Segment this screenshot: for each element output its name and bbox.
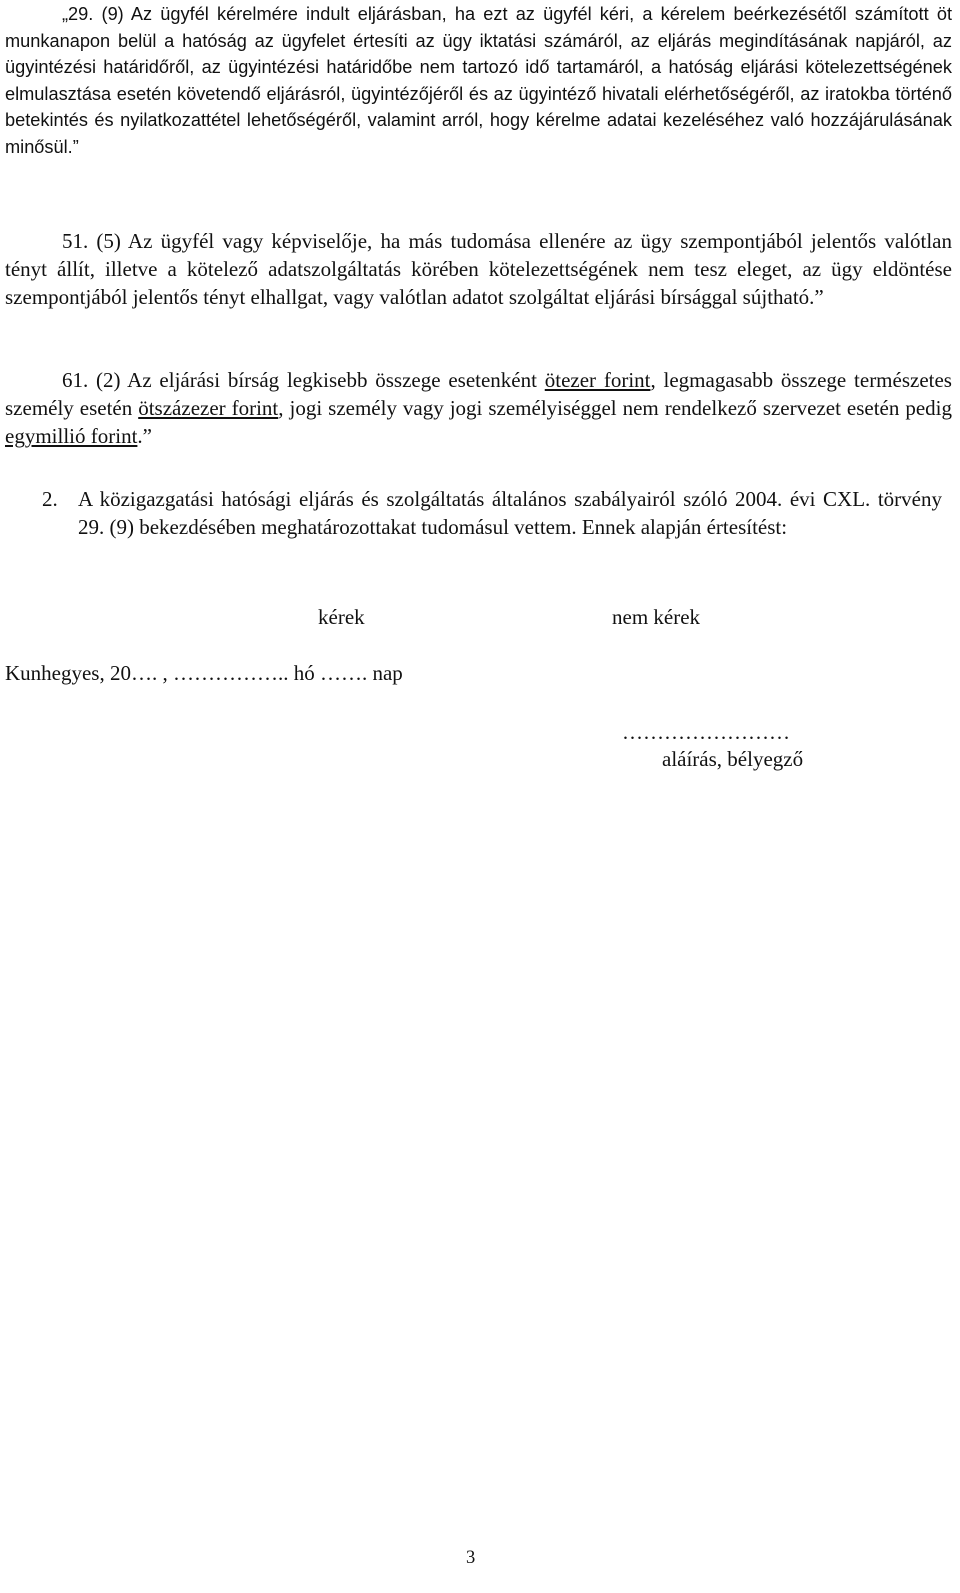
place-date-line: Kunhegyes, 20…. , …………….. hó ……. nap: [5, 661, 403, 685]
acknowledgement-paragraph: A közigazgatási hatósági eljárás és szolgáltatás általános szabályairól szóló 2004. évi CXL. törvény 29. (9) bekezdésében meghatározottakat tudomásul vettem. Ennek alapján értesítést:: [78, 487, 942, 539]
section-61-text-1: 61. (2) Az eljárási bírság legkisebb összege esetenként: [62, 368, 545, 392]
section-29-paragraph: „29. (9) Az ügyfél kérelmére indult eljárásban, ha ezt az ügyfél kéri, a kérelem beérkezésétől számított öt munkanapon belül a hatóság az ügyfelet értesíti az ügy iktatási számáról, az eljárás megindításának napjáról, az ügyintézési határidőről, az ügyintézési határidőbe nem tartozó idő tartamáról, a hatóság eljárási kötelezettségének elmulasztása esetén követendő eljárásról, ügyintézőjéről és az ügyintéző hivatali elérhetőségéről, az iratokba történő betekintés és nyilatkozattétel lehetőségéről, valamint arról, hogy kérelme adatai kezeléséhez való hozzájárulásának minősül.”: [5, 4, 952, 157]
amount-natural-person-underlined: ötszázezer forint: [138, 396, 279, 420]
section-51-paragraph: 51. (5) Az ügyfél vagy képviselője, ha más tudomása ellenére az ügy szempontjából jelentős valótlan tényt állít, illetve a kötelező adatszolgáltatás körében kötelezettségének nem tesz eleget, az ügy eldöntése szempontjából jelentős tényt elhallgat, vagy valótlan adatot szolgáltat eljárási bírsággal sújtható.”: [5, 229, 952, 309]
signature-line: ……………………: [622, 720, 790, 744]
section-61-paragraph: [5, 366, 952, 450]
item-number: 2.: [42, 487, 58, 511]
page-number: 3: [466, 1548, 476, 1568]
section-61-text-4: .”: [137, 424, 152, 448]
section-61-text-2: , legmagasabb összege természetes személy esetén: [5, 368, 952, 420]
amount-min-underlined: ötezer forint: [544, 368, 651, 392]
option-no-request[interactable]: nem kérek: [612, 605, 701, 629]
option-request[interactable]: kérek: [318, 605, 365, 629]
section-61-text-3: , jogi személy vagy jogi személyiséggel nem rendelkező szervezet esetén pedig: [278, 396, 952, 420]
amount-legal-entity-underlined: egymillió forint: [5, 424, 138, 448]
signature-label: aláírás, bélyegző: [662, 747, 804, 771]
